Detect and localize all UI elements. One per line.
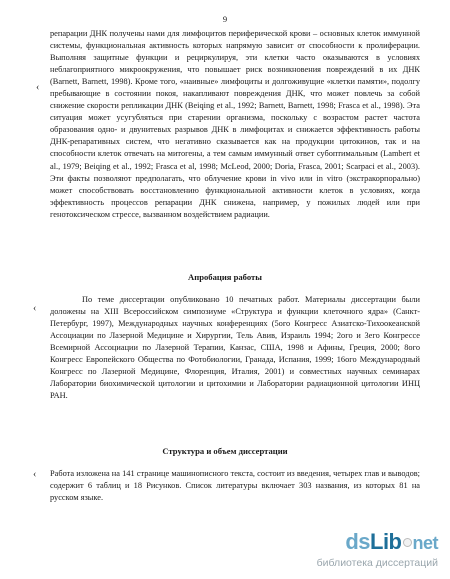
logo-dot-icon <box>403 538 412 547</box>
margin-mark: ‹ <box>36 82 40 93</box>
paragraph-intro-dna-repair: репарации ДНК получены нами для лимфоцитов периферической крови – основных клеток иммунной системы, функциональная активность которых напрямую зависит от способности к пролиферации. Выполняя защитные функции и рециркулируя, эти клетки часто оказываются в условиях неблагоприятного микроокружения, что повышает риск возникновения повреждений в их ДНК (Barnett, Barnett, 1998). Кроме того, «наивные» лимфоциты и долгоживущие «клетки памяти», подолгу пребывающие в состоянии покоя, накапливают повреждения ДНК, что может повлечь за собой снижение скорости репликации ДНК (Beiqing et al., 1992; Barnett, Barnett, 1998; Frasca et al., 1998). Эта ситуация может усугубляться при старении организма, поскольку с возрастом растет частота образования одно- и двунитевых разрывов ДНК в лимфоцитах и снижается эффективность работы ДНК-репаративных систем, что негативно сказывается как на продукции цитокинов, так и на способности клеток отвечать на митогены, а тем самым иммунный ответ субоптимальным (Lambert et al., 1979; Beiqing et al., 1992; Frasca et al, 1998; McLeod, 2000; Doria, Frasca, 2001; Scarpaci et al., 2003). Эти факты позволяют предполагать, что облучение крови in vivo или in vitro (экстракорпорально) может способствовать восстановлению функциональной активности клеток в условиях, когда эффективность процессов репарации ДНК снижена, например, у пожилых людей или при генотоксическом стрессе, вызванном воздействием радиации. <box>50 29 420 219</box>
margin-mark: ‹ <box>33 303 37 314</box>
margin-mark: ‹ <box>33 469 37 480</box>
paragraph-structure: Работа изложена на 141 странице машинописного текста, состоит из введения, четырех глав и выводов; содержит 6 таблиц и 18 Рисунков. Список литературы включает 303 названия, из которых 81 на русском языке. <box>50 469 420 503</box>
dslib-logo <box>345 529 438 555</box>
page-number: 9 <box>222 14 228 24</box>
logo-net-text: net <box>412 533 438 553</box>
logo-lib-text: Lib <box>370 529 402 554</box>
watermark-caption: библиотека диссертаций <box>316 557 438 569</box>
logo-ds-text: ds <box>345 529 370 554</box>
heading-structure: Структура и объем диссертации <box>162 446 288 456</box>
paragraph-approbation: По теме диссертации опубликовано 10 печатных работ. Материалы диссертации были доложены на XIII Всероссийском симпозиуме «Структура и функции клеточного ядра» (Санкт-Петербург, 1997), Международных научных конференциях (5ого Конгресс Азиатско-Тихоокеанской Ассоциации по Лазерной Медицине и Хирургии, Тель Авив, Израиль 1994; 2ого и 3его Конгрессе Всемирной Ассоциации по Лазерной Терапии, Канзас, США, 1998 и Афины, Греция, 2000; 8ого Конгресс Европейского Общества по Фотобиологии, Гранада, Испания, 1999; 16ого Международный Конгресс по Лазерной Медицине, Флоренция, Италия, 2001) и совместных научных семинарах Лаборатории биохимической цитологии и цитохимии и Лаборатории радиационной цитологии ИНЦ РАН. <box>50 295 420 401</box>
heading-approbation: Апробация работы <box>188 272 262 282</box>
dslib-watermark <box>318 529 438 571</box>
